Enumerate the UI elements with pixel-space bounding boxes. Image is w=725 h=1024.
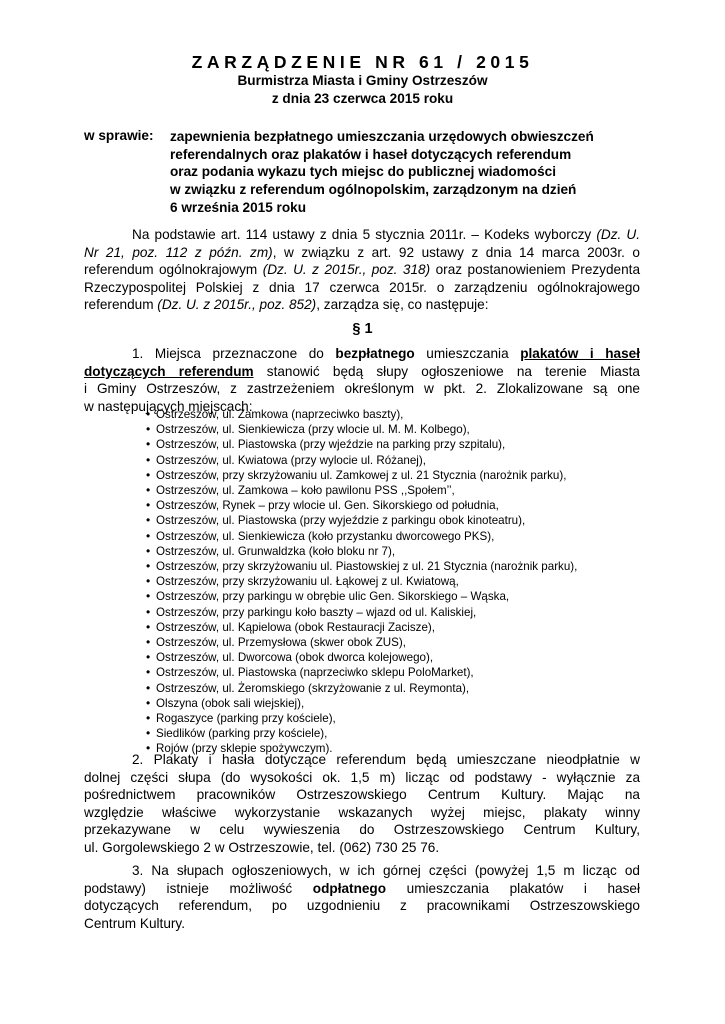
point-2-line: przekazywane w celu wywieszenia do Ostrzeszowskiego Centrum Kultury, [84,822,640,838]
point-2-line: 2. Plakaty i hasła dotyczące referendum będą umieszczane nieodpłatnie w [132,752,640,767]
point-1-line: dotyczących referendum stanowić będą słupy ogłoszeniowe na terenie Miasta [84,363,640,379]
list-item: • Ostrzeszów, ul. Kwiatowa (przy wylocie ul. Różanej), [146,453,577,468]
subject-line: zapewnienia bezpłatnego umieszczania urzędowych obwieszczeń [170,129,594,144]
list-item: • Ostrzeszów, przy parkingu w obrębie ulic Gen. Sikorskiego – Wąska, [146,589,577,604]
preamble-line: Nr 21, poz. 112 z późn. zm), w związku z art. 92 ustawy z dnia 14 marca 2003r. o [84,244,640,260]
list-item: • Ostrzeszów, ul. Grunwaldzka (koło bloku nr 7), [146,544,577,559]
point-2-line: ul. Gorgolewskiego 2 w Ostrzeszowie, tel. (062) 730 25 76. [84,839,440,855]
preamble-line: referendum ogólnokrajowym (Dz. U. z 2015r., poz. 318) oraz postanowieniem Prezydenta [84,262,641,278]
point-1-line: i Gminy Ostrzeszów, z zastrzeżeniem określonym w pkt. 2. Zlokalizowane są one [84,381,640,397]
list-item: • Rojów (przy sklepie spożywczym). [146,741,577,756]
point-3-paragraph [84,862,640,932]
list-item: • Rogaszyce (parking przy kościele), [146,711,577,726]
preamble-line: referendum (Dz. U. z 2015r., poz. 852), zarządza się, co następuje: [84,297,489,313]
list-item: • Ostrzeszów, ul. Zamkowa – koło pawilonu PSS ,,Społem’’, [146,483,577,498]
list-item: • Ostrzeszów, przy parkingu koło baszty – wjazd od ul. Kaliskiej, [146,605,577,620]
point-2-line: względzie właściwe wykorzystanie wskazanych wyżej miejsc, plakaty winny [84,804,640,820]
list-item: • Ostrzeszów, ul. Zamkowa (naprzeciwko baszty), [146,407,577,422]
list-item: • Olszyna (obok sali wiejskiej), [146,696,577,711]
document-title: ZARZĄDZENIE NR 61 / 2015 [191,52,534,72]
list-item: • Ostrzeszów, ul. Sienkiewicza (koło przystanku dworcowego PKS), [146,529,577,544]
point-2-paragraph [84,751,640,857]
point-3-line: dotyczących referendum, po uzgodnieniu z pracownikami Ostrzeszowskiego [84,898,640,914]
preamble-line: Rzeczypospolitej Polskiej z dnia 17 czerwca 2015r. o zarządzeniu ogólnokrajowego [84,279,640,295]
subject-line: referendalnych oraz plakatów i haseł dotyczących referendum [170,146,572,162]
subject-line: oraz podania wykazu tych miejsc do publicznej wiadomości [170,164,557,180]
point-1-line: w następujących miejscach: [84,398,253,414]
list-item: • Ostrzeszów, ul. Piastowska (przy wjeździe na parking przy szpitalu), [146,437,577,452]
section-mark: § 1 [352,321,373,337]
point-3-line: 3. Na słupach ogłoszeniowych, w ich górnej części (powyżej 1,5 m licząc od [132,863,640,878]
list-item: • Ostrzeszów, ul. Dworcowa (obok dworca kolejowego), [146,650,577,665]
list-item: • Ostrzeszów, ul. Sienkiewicza (przy wlocie ul. M. M. Kolbego), [146,422,577,437]
list-item: • Ostrzeszów, przy skrzyżowaniu ul. Zamkowej z ul. 21 Stycznia (narożnik parku), [146,468,577,483]
preamble-paragraph [84,226,640,314]
preamble-line: Na podstawie art. 114 ustawy z dnia 5 stycznia 2011r. – Kodeks wyborczy (Dz. U. [132,227,640,242]
subject-text [170,128,660,217]
list-item: • Ostrzeszów, ul. Piastowska (naprzeciwko sklepu PoloMarket), [146,665,577,680]
list-item: • Ostrzeszów, ul. Przemysłowa (skwer obok ZUS), [146,635,577,650]
list-item: • Siedlików (parking przy kościele), [146,726,577,741]
list-item: • Ostrzeszów, przy skrzyżowaniu ul. Łąkowej z ul. Kwiatową, [146,574,577,589]
point-2-line: dolnej części słupa (do wysokości ok. 1,5 m) licząc od podstawy - wyłącznie za [84,769,640,785]
document-issuer: Burmistrza Miasta i Gminy Ostrzeszów [237,73,488,88]
list-item: • Ostrzeszów, Rynek – przy wlocie ul. Gen. Sikorskiego od południa, [146,498,577,513]
list-item: • Ostrzeszów, przy skrzyżowaniu ul. Piastowskiej z ul. 21 Stycznia (narożnik parku), [146,559,577,574]
subject-line: 6 września 2015 roku [170,199,307,215]
point-1-paragraph [84,345,640,415]
list-item: • Ostrzeszów, ul. Kąpielowa (obok Restauracji Zacisze), [146,620,577,635]
subject-line: w związku z referendum ogólnopolskim, zarządzonym na dzień [170,182,577,198]
point-1-line: 1. Miejsca przeznaczone do bezpłatnego umieszczania plakatów i haseł [132,346,641,361]
list-item: • Ostrzeszów, ul. Piastowska (przy wyjeździe z parkingu obok kinoteatru), [146,513,577,528]
list-item: • Ostrzeszów, ul. Żeromskiego (skrzyżowanie z ul. Reymonta), [146,681,577,696]
subject-label: w sprawie: [84,128,154,143]
locations-list [146,407,577,757]
point-2-line: pośrednictwem pracowników Ostrzeszowskiego Centrum Kultury. Mając na [84,787,640,803]
point-3-line: Centrum Kultury. [84,915,185,931]
point-3-line: podstawy) istnieje możliwość odpłatnego umieszczania plakatów i haseł [84,880,640,896]
document-date: z dnia 23 czerwca 2015 roku [271,91,454,106]
